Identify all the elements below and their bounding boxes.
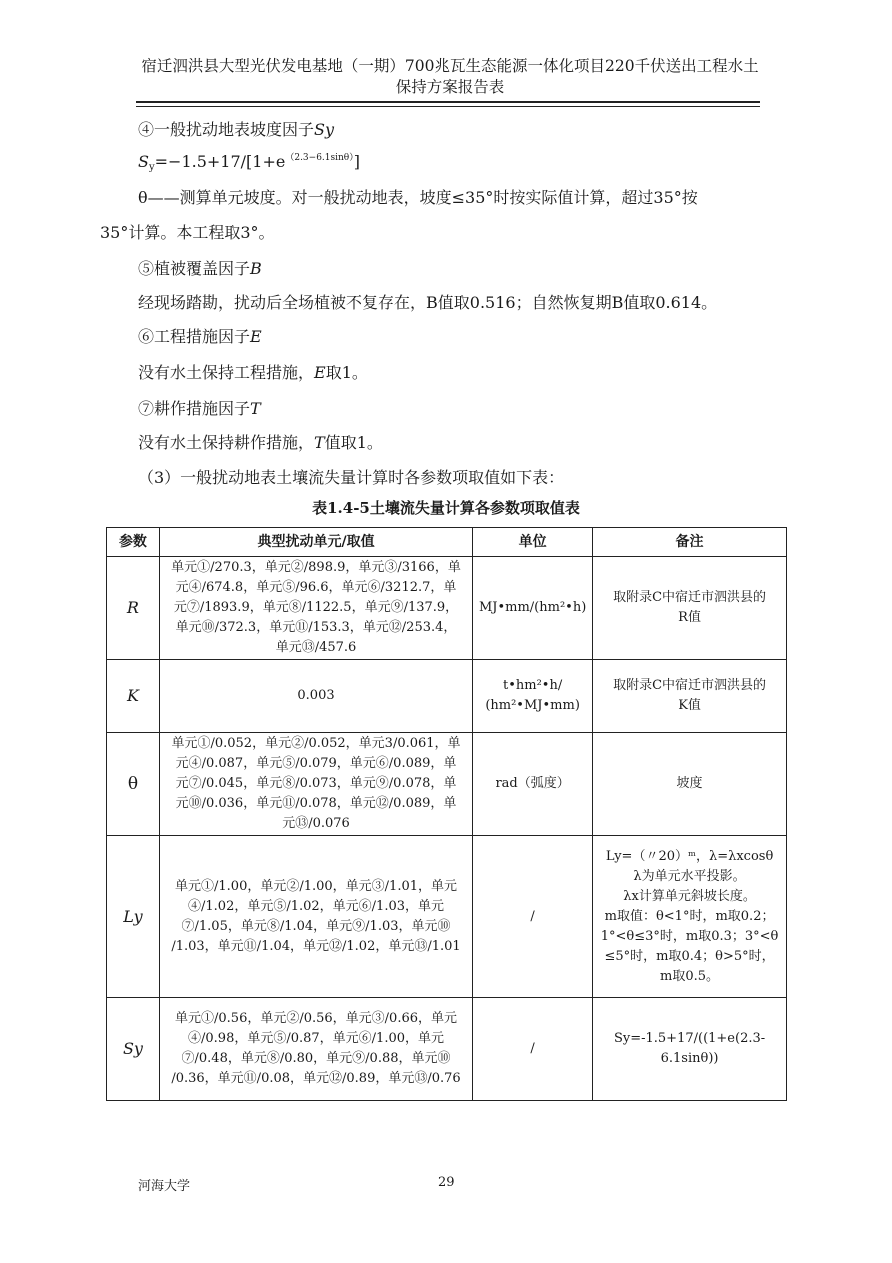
parameter-table <box>106 527 787 1101</box>
unit-cell: / <box>473 836 593 998</box>
table-row-k <box>107 660 787 733</box>
table-header-row <box>107 528 787 557</box>
header-rule-thick <box>136 101 760 103</box>
unit-cell: MJ•mm/(hm²•h) <box>473 557 593 660</box>
header-line-1: 宿迁泗洪县大型光伏发电基地（一期）700兆瓦生态能源一体化项目220千伏送出工程水土 <box>141 57 759 75</box>
param-cell: Ly <box>107 836 160 998</box>
theta-description-line-1: θ——测算单元坡度。对一般扰动地表，坡度≤35°时按实际值计算，超过35°按 <box>138 188 698 207</box>
note-cell: Sy=-1.5+17/((1+e(2.3-6.1sinθ)) <box>593 998 787 1101</box>
footer-university: 河海大学 <box>138 1179 191 1194</box>
sy-factor-heading: ④一般扰动地表坡度因子Sy <box>138 120 335 139</box>
param-cell: Sy <box>107 998 160 1101</box>
table-row-theta <box>107 733 787 836</box>
document-header <box>120 56 780 98</box>
sy-formula: $S_y=-1.5+17/[1+e^{(2.3-6.1sin\theta)}]$ <box>138 152 360 173</box>
sy-symbol: Sy <box>314 120 335 139</box>
table-row-ly <box>107 836 787 998</box>
header-line-2: 保持方案报告表 <box>395 78 505 96</box>
t-factor-heading: ⑦耕作措施因子T <box>138 399 261 418</box>
e-factor-text: 没有水土保持工程措施，E取1。 <box>138 363 368 382</box>
param-cell: K <box>107 660 160 733</box>
table-row-r <box>107 557 787 660</box>
value-cell: 单元①/0.56，单元②/0.56，单元③/0.66，单元 ④/0.98，单元⑤/0.87，单元⑥/1.00，单元 ⑦/0.48，单元⑧/0.80，单元⑨/0.88，单元⑩ /0.36，单元⑪/0.08，单元⑫/0.89，单元⑬/0.76 <box>159 998 472 1101</box>
value-cell: 0.003 <box>159 660 472 733</box>
column-header-unit: 单位 <box>473 528 593 557</box>
unit-cell: t•hm²•h/ (hm²•MJ•mm) <box>473 660 593 733</box>
t-factor-text: 没有水土保持耕作措施，T值取1。 <box>138 433 383 452</box>
header-rule-thin <box>136 106 760 107</box>
value-cell: 单元①/270.3，单元②/898.9，单元③/3166，单 元④/674.8，单元⑤/96.6，单元⑥/3212.7，单 元⑦/1893.9，单元⑧/1122.5，单元⑨/137.9， 单元⑩/372.3，单元⑪/153.3，单元⑫/253.4， 单元⑬/457.6 <box>159 557 472 660</box>
value-cell: 单元①/0.052，单元②/0.052，单元3/0.061，单 元④/0.087，单元⑤/0.079，单元⑥/0.089，单 元⑦/0.045，单元⑧/0.073，单元⑨/0.078，单 元⑩/0.036，单元⑪/0.078，单元⑫/0.089，单 元⑬/0.076 <box>159 733 472 836</box>
column-header-param: 参数 <box>107 528 160 557</box>
table-caption: 表1.4-5土壤流失量计算各参数项取值表 <box>312 499 580 517</box>
e-factor-heading: ⑥工程措施因子E <box>138 327 262 346</box>
column-header-note: 备注 <box>593 528 787 557</box>
note-cell: Ly=（〃20）ᵐ，λ=λxcosθ λ为单元水平投影。 λx计算单元斜坡长度。 m取值：θ<1°时，m取0.2； 1°<θ≤3°时，m取0.3；3°<θ ≤5°时，m取0.4；θ>5°时， m取0.5。 <box>593 836 787 998</box>
table-row-sy <box>107 998 787 1101</box>
value-cell: 单元①/1.00，单元②/1.00，单元③/1.01，单元 ④/1.02，单元⑤/1.02，单元⑥/1.03，单元 ⑦/1.05，单元⑧/1.04，单元⑨/1.03，单元⑩ /1.03，单元⑪/1.04，单元⑫/1.02，单元⑬/1.01 <box>159 836 472 998</box>
b-factor-text: 经现场踏勘，扰动后全场植被不复存在，B值取0.516；自然恢复期B值取0.614。 <box>138 293 718 312</box>
b-factor-heading: ⑤植被覆盖因子B <box>138 259 262 278</box>
param-cell: θ <box>107 733 160 836</box>
page-number: 29 <box>438 1175 455 1190</box>
note-cell: 取附录C中宿迁市泗洪县的 K值 <box>593 660 787 733</box>
column-header-value: 典型扰动单元/取值 <box>159 528 472 557</box>
unit-cell: rad（弧度） <box>473 733 593 836</box>
note-cell: 坡度 <box>593 733 787 836</box>
theta-description-line-2: 35°计算。本工程取3°。 <box>100 223 275 242</box>
unit-cell: / <box>473 998 593 1101</box>
note-cell: 取附录C中宿迁市泗洪县的 R值 <box>593 557 787 660</box>
param-cell: R <box>107 557 160 660</box>
table-intro-text: （3）一般扰动地表土壤流失量计算时各参数项取值如下表： <box>138 468 565 487</box>
